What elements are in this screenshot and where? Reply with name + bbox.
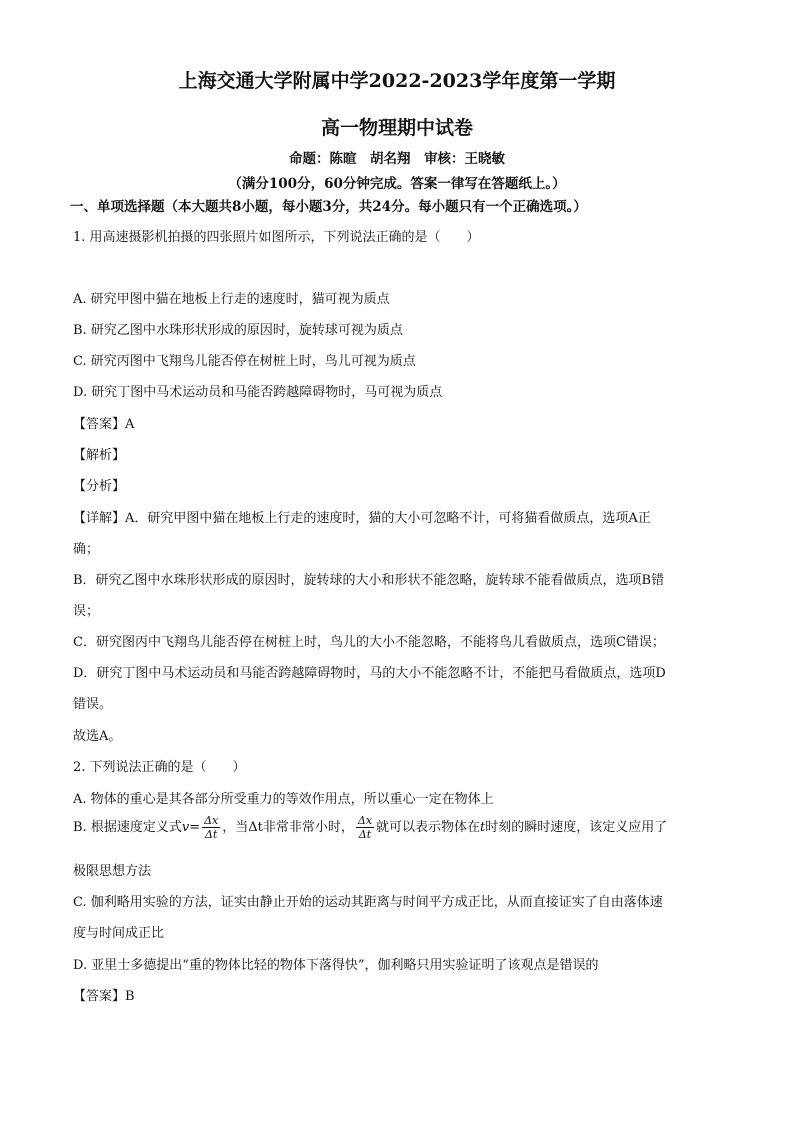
- q1-detail-line: 错误。: [73, 697, 113, 712]
- q2-answer: 【答案】B: [73, 989, 135, 1004]
- q2-option-d: D. 亚里士多德提出“重的物体比轻的物体下落得快”，伽利略只用实验证明了该观点是错误的: [73, 958, 599, 973]
- fraction-numerator: Δx: [204, 814, 219, 827]
- section-heading: 一、单项选择题（本大题共8小题，每小题3分，共24分。每小题只有一个正确选项。）: [70, 199, 587, 215]
- q1-answer: 【答案】A: [73, 417, 135, 432]
- equals-sign: =: [189, 820, 201, 835]
- delta-x-over-delta-t-fraction: [202, 814, 220, 841]
- exam-title: 高一物理期中试卷: [320, 117, 473, 139]
- q1-option-b: B. 研究乙图中水珠形状形成的原因时，旋转球可视为质点: [73, 323, 403, 338]
- q1-option-c: C. 研究丙图中飞翔鸟儿能否停在树桩上时，鸟儿可视为质点: [73, 354, 416, 369]
- q1-detail-line: B．研究乙图中水珠形状形成的原因时，旋转球的大小和形状不能忽略，旋转球不能看做质点，选项B错: [73, 573, 665, 588]
- fraction-numerator: Δx: [357, 814, 373, 827]
- q1-stem: 1. 用高速摄影机拍摄的四张照片如图所示，下列说法正确的是（ ）: [73, 230, 480, 245]
- q1-detail-line: 误；: [73, 604, 100, 619]
- q1-detail-line: C．研究图丙中飞翔鸟儿能否停在树桩上时，鸟儿的大小不能忽略，不能将鸟儿看做质点，选项C错误；: [73, 635, 665, 650]
- q2-option-a: A. 物体的重心是其各部分所受重力的等效作用点，所以重心一定在物体上: [73, 792, 494, 807]
- q2-option-b-middle: ，当Δt非常非常小时，: [222, 820, 354, 835]
- q2-option-c: C. 伽利略用实验的方法，证实由静止开始的运动其距离与时间平方成正比，从而直接证实了自由落体速: [73, 895, 663, 910]
- q1-fenxi-label: 【分析】: [73, 479, 126, 494]
- q1-option-d: D. 研究丁图中马术运动员和马能否跨越障碍物时，马可视为质点: [73, 385, 443, 400]
- q2-option-b-prefix: B. 根据速度定义式: [73, 820, 182, 835]
- notice-line: （满分100分，60分钟完成。答案一律写在答题纸上。）: [228, 176, 566, 192]
- q1-analysis-label: 【解析】: [73, 448, 126, 463]
- q2-stem: 2. 下列说法正确的是（ ）: [73, 760, 246, 775]
- q2-option-b-suffix: 就可以表示物体在: [376, 820, 481, 835]
- q2-option-b: [73, 814, 667, 841]
- q2-option-b-suffix-end: 时刻的瞬时速度，该定义应用了: [485, 820, 668, 835]
- q1-detail-line: D．研究丁图中马术运动员和马能否跨越障碍物时，马的大小不能忽略不计，不能把马看做质点，选项D: [73, 666, 666, 681]
- q1-detail-line: 确；: [73, 542, 100, 557]
- school-title: 上海交通大学附属中学2022-2023学年度第一学期: [178, 70, 616, 92]
- q2-option-c-continued: 度与时间成正比: [73, 926, 165, 941]
- q1-detail-line: 【详解】A．研究甲图中猫在地板上行走的速度时，猫的大小可忽略不计，可将猫看做质点，选项A正: [73, 511, 651, 526]
- fraction-denominator: Δt: [204, 828, 218, 841]
- q1-conclusion: 故选A。: [73, 729, 122, 744]
- velocity-symbol: v: [181, 820, 190, 835]
- q2-option-b-continued: 极限思想方法: [73, 864, 152, 879]
- fraction-denominator: Δt: [358, 828, 372, 841]
- q1-option-a: A. 研究甲图中猫在地板上行走的速度时，猫可视为质点: [73, 292, 390, 307]
- authors-line: 命题：陈暄 胡名翔 审核：王晓敏: [289, 151, 505, 167]
- time-symbol: t: [480, 820, 486, 835]
- delta-x-over-delta-t-fraction: [356, 814, 374, 841]
